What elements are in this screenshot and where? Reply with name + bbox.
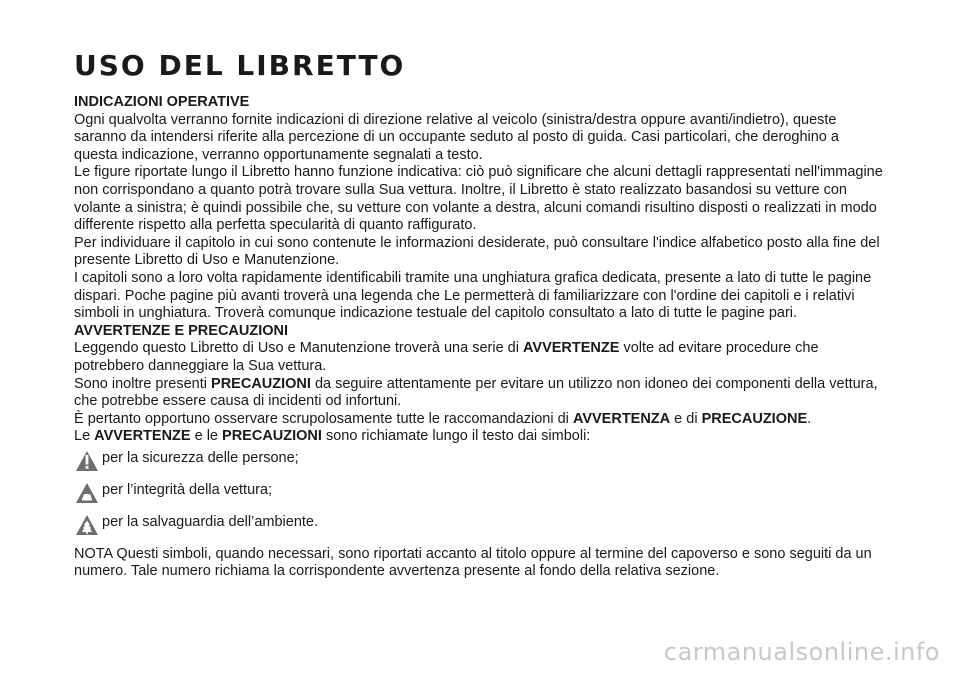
text-segment: Leggendo questo Libretto di Uso e Manutenzione troverà una serie di xyxy=(74,340,523,357)
paragraph-recommendations xyxy=(74,411,884,429)
paragraph-chapters: I capitoli sono a loro volta rapidamente identificabili tramite una unghiatura grafica dedicata, presente a lato di tutte le pagine dispari. Poche pagine più avanti troverà una legenda che Le permetterà di familiarizzare con l'ordine dei capitoli e i relativi simboli in unghiatura. Troverà comunque indicazione testuale del capitolo consultato a lato di tutte le pagine pari. xyxy=(74,269,872,322)
manual-page xyxy=(74,50,884,581)
symbol-text-vehicle: per l’integrità della vettura; xyxy=(102,481,273,498)
keyword-precauzioni: PRECAUZIONI xyxy=(222,428,322,445)
section-heading-operative: INDICAZIONI OPERATIVE xyxy=(74,94,250,110)
text-segment: Le xyxy=(74,428,95,445)
page-title: USO DEL LIBRETTO xyxy=(74,49,406,82)
paragraph-index: Per individuare il capitolo in cui sono contenute le informazioni desiderate, può consultare l'indice alfabetico posto alla fine del presente Libretto di Uso e Manutenzione. xyxy=(74,234,880,269)
tree-warning-icon xyxy=(74,514,100,540)
text-segment: È pertanto opportuno osservare scrupolosamente tutte le raccomandazioni di xyxy=(74,410,573,427)
keyword-precauzione: PRECAUZIONE xyxy=(701,410,808,427)
text-segment: sono richiamate lungo il testo dai simboli: xyxy=(321,428,591,445)
paragraph-note: NOTA Questi simboli, quando necessari, sono riportati accanto al titolo oppure al termine del capoverso e sono seguiti da un numero. Tale numero richiama la corrispondente avvertenza presente al fondo della relativa sezione. xyxy=(74,545,872,580)
text-segment: Sono inoltre presenti xyxy=(74,375,212,392)
paragraph-symbols-intro xyxy=(74,428,884,446)
person-warning-icon xyxy=(74,450,100,476)
keyword-avvertenze: AVVERTENZE xyxy=(94,428,191,445)
text-segment: . xyxy=(807,410,812,427)
symbol-text-persons: per la sicurezza delle persone; xyxy=(102,449,299,466)
text-segment: volte ad evitare procedure che potrebbero danneggiare la Sua vettura. xyxy=(74,340,819,374)
keyword-precauzioni: PRECAUZIONI xyxy=(211,375,311,392)
text-segment: e le xyxy=(190,428,223,445)
paragraph-warnings xyxy=(74,340,884,375)
symbol-row-environment xyxy=(74,514,884,540)
symbol-row-vehicle xyxy=(74,482,884,508)
keyword-avvertenze: AVVERTENZE xyxy=(523,340,620,357)
paragraph-figures: Le figure riportate lungo il Libretto hanno funzione indicativa: ciò può significare che alcuni dettagli rappresentati nell'immagine non corrispondano a quanto potrà trovare sulla Sua vettura. Inoltre, il Libretto è stato realizzato basandosi su vetture con volante a sinistra; è quindi possibile che, su vetture con volante a destra, alcuni comandi risultino disposti o realizzati in modo differente rispetto alla perfetta specularità di quanto raffigurato. xyxy=(74,164,883,234)
text-segment: da seguire attentamente per evitare un utilizzo non idoneo dei componenti della vettura, che potrebbe essere causa di incidenti od infortuni. xyxy=(74,375,878,410)
paragraph-precautions xyxy=(74,376,884,411)
symbol-text-environment: per la salvaguardia dell’ambiente. xyxy=(102,513,319,530)
section-heading-warnings: AVVERTENZE E PRECAUZIONI xyxy=(74,322,289,339)
watermark-footer: carmanualsonline.info xyxy=(663,638,940,666)
text-segment: e di xyxy=(670,410,702,427)
symbol-row-persons xyxy=(74,450,884,476)
car-warning-icon xyxy=(74,482,100,508)
keyword-avvertenza: AVVERTENZA xyxy=(572,410,671,427)
paragraph-directions: Ogni qualvolta verranno fornite indicazioni di direzione relative al veicolo (sinistra/destra oppure avanti/indietro), queste saranno da intendersi riferite alla percezione di un occupante seduto al posto di guida. Casi particolari, che deroghino a questa indicazione, verranno opportunamente segnalati a testo. xyxy=(74,111,839,163)
